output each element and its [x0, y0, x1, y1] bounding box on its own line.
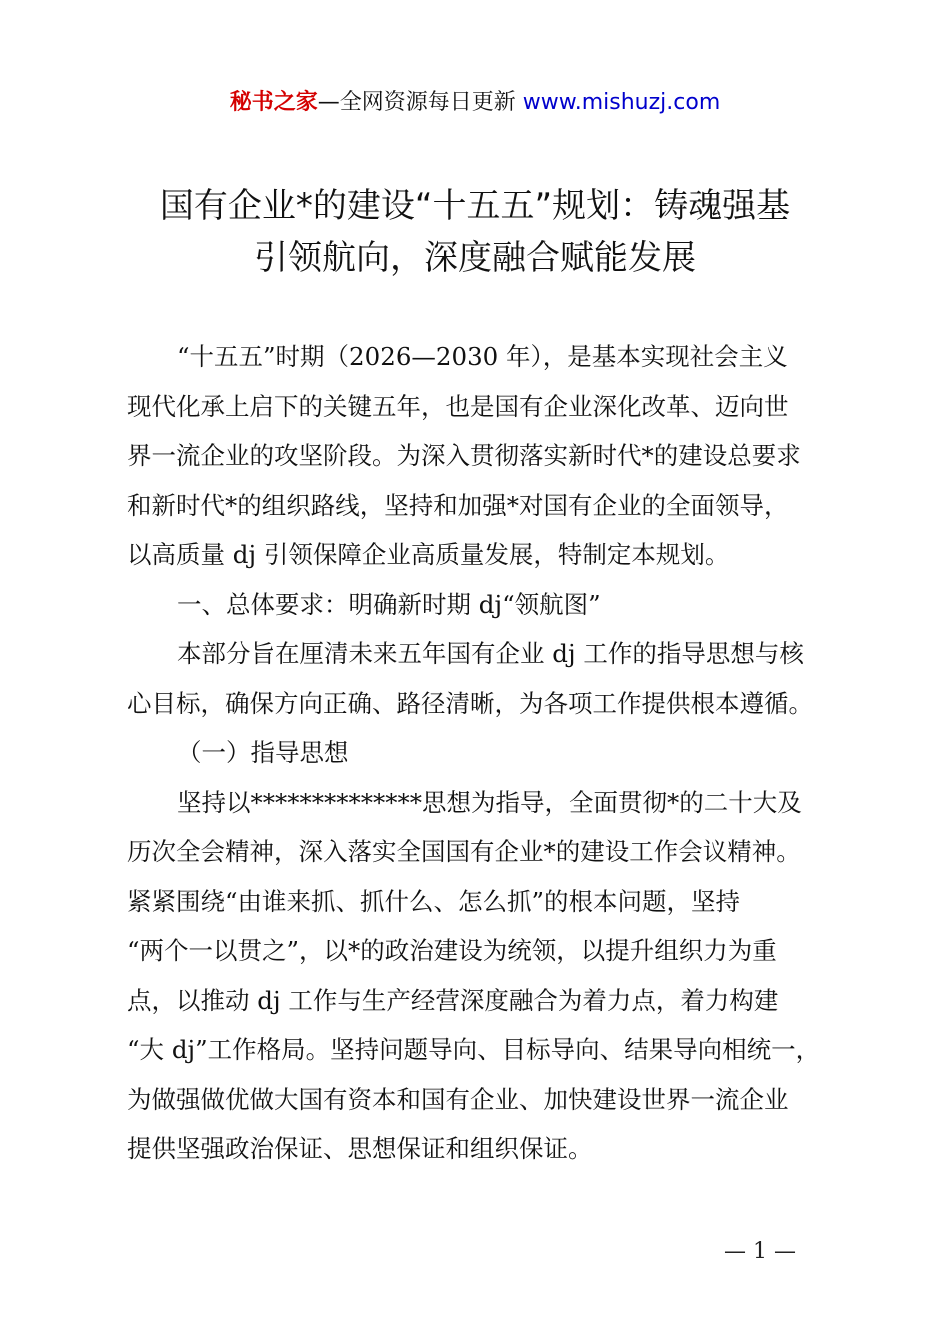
body-line: 界一流企业的攻坚阶段。为深入贯彻落实新时代*的建设总要求	[127, 441, 801, 470]
body-line: 本部分旨在厘清未来五年国有企业 dj 工作的指导思想与核	[177, 639, 804, 668]
brand-name: 秘书之家	[229, 90, 318, 115]
body-line: 心目标，确保方向正确、路径清晰，为各项工作提供根本遵循。	[127, 688, 813, 718]
site-header	[0, 88, 950, 118]
section-heading: 一、总体要求：明确新时期 dj“领航图”	[177, 589, 601, 619]
body-line: 为做强做优做大国有资本和国有企业、加快建设世界一流企业	[127, 1084, 789, 1114]
body-line: 提供坚强政治保证、思想保证和组织保证。	[127, 1134, 593, 1163]
page-number: — 1 —	[724, 1239, 796, 1264]
title-line-2: 引领航向，深度融合赋能发展	[254, 238, 696, 278]
body-line: 和新时代*的组织路线，坚持和加强*对国有企业的全面领导，	[127, 490, 789, 520]
body-line: “两个一以贯之”，以*的政治建设为统领，以提升组织力为重	[127, 936, 777, 965]
body-line: 以高质量 dj 引领保障企业高质量发展，特制定本规划。	[127, 540, 730, 569]
document-title	[110, 180, 840, 284]
body-line: 现代化承上启下的关键五年，也是国有企业深化改革、迈向世	[127, 391, 789, 421]
document-body	[127, 332, 847, 1174]
body-line: 紧紧围绕“由谁来抓、抓什么、怎么抓”的根本问题，坚持	[127, 886, 741, 916]
title-line-1: 国有企业*的建设“十五五”规划：铸魂强基	[159, 186, 791, 226]
site-url: www.mishuzj.com	[522, 90, 721, 115]
body-line: 历次全会精神，深入落实全国国有企业*的建设工作会议精神。	[127, 837, 801, 866]
subsection-heading: （一）指导思想	[177, 738, 349, 767]
body-line: 坚持以**************思想为指导，全面贯彻*的二十大及	[177, 787, 802, 817]
body-line: “大 dj”工作格局。坚持问题导向、目标导向、结果导向相统一，	[127, 1035, 821, 1064]
body-line: 点，以推动 dj 工作与生产经营深度融合为着力点，着力构建	[127, 985, 779, 1015]
header-tagline: —全网资源每日更新	[317, 90, 523, 115]
body-line: “十五五”时期（2026—2030 年），是基本实现社会主义	[177, 342, 788, 371]
